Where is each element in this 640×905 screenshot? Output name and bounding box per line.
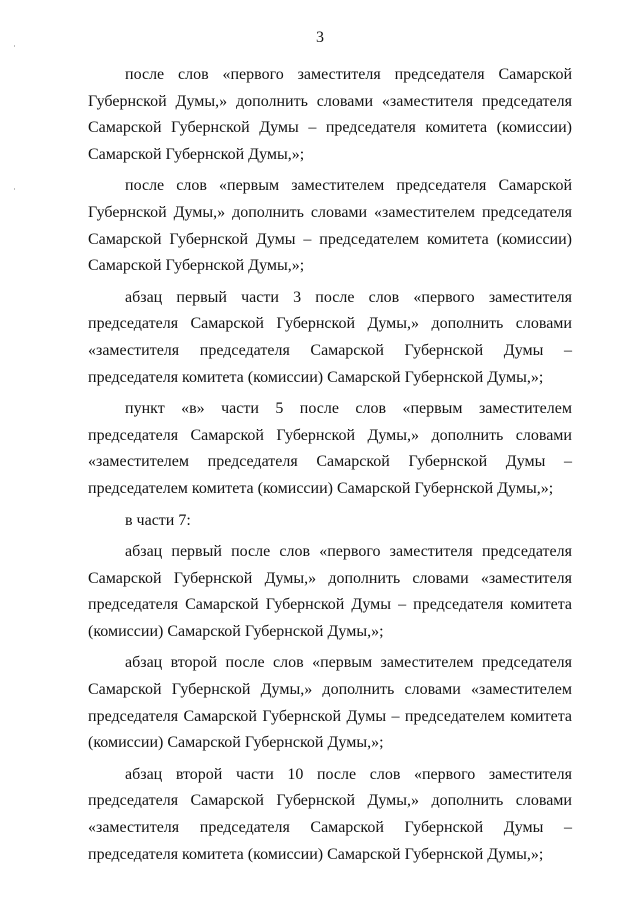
page-number: 3 — [316, 29, 324, 46]
paragraph-2: после слов «первым заместителем председателя Самарской Губернской Думы,» дополнить словами «заместителем председателя Самарской Губернской Думы – председателем комитета (комиссии) Самарской Губернской Думы,»; — [88, 177, 572, 275]
paragraph-7: абзац второй после слов «первым заместителем председателя Самарской Губернской Думы,» дополнить словами «заместителем председателя Самарской Губернской Думы – председателем комитета (комиссии) Самарской Губернской Думы,»; — [88, 654, 572, 752]
paragraph-4: пункт «в» части 5 после слов «первым заместителем председателя Самарской Губернской Думы,» дополнить словами «заместителем председателя Самарской Губернской Думы – председателем комитета (комиссии) Самарской Губернской Думы,»; — [88, 400, 572, 497]
document-body — [88, 62, 572, 873]
paragraph-1: после слов «первого заместителя председателя Самарской Губернской Думы,» дополнить словами «заместителя председателя Самарской Губернской Думы – председателя комитета (комиссии) Самарской Губернской Думы,»; — [88, 66, 572, 163]
paragraph-8: абзац второй части 10 после слов «первого заместителя председателя Самарской Губернской Думы,» дополнить словами «заместителя председателя Самарской Губернской Думы – председателя комитета (комиссии) Самарской Губернской Думы,»; — [88, 765, 572, 863]
paragraph-3: абзац первый части 3 после слов «первого заместителя председателя Самарской Губернской Думы,» дополнить словами «заместителя председателя Самарской Губернской Думы – председателя комитета (комиссии) Самарской Губернской Думы,»; — [88, 288, 572, 386]
scan-margin-mark — [14, 188, 15, 190]
paragraph-6: абзац первый после слов «первого заместителя председателя Самарской Губернской Думы,» дополнить словами «заместителя председателя Самарской Губернской Думы – председателя комитета (комиссии) Самарской Губернской Думы,»; — [88, 543, 572, 640]
paragraph-5: в части 7: — [125, 511, 191, 529]
